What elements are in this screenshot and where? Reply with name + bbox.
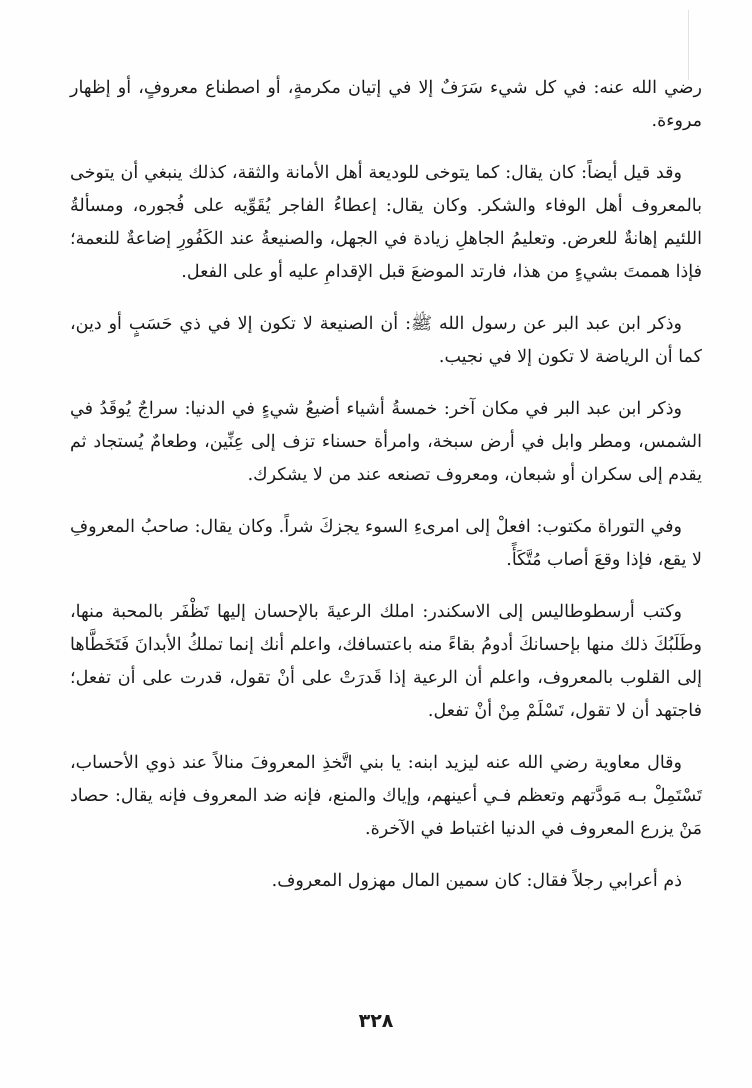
paragraph-6: وكتب أرسطوطاليس إلى الاسكندر: املك الرعيةَ بالإحسان إليها تَظْفَر بالمحبة منها، وطَلَبُكَ ذلك منها بإحسانكَ أدومُ بقاءً منه باعتسافك، واعلم أنك إنما تملكُ الأبدانَ فَتَخَطَّاها إلى القلوب بالمعروف، واعلم أن الرعية إذا قَدرَتْ على أنْ تقول، قدرت على أن تفعل؛ فاجتهد أن لا تقول، تَسْلَمْ مِنْ أنْ تفعل. <box>70 602 702 721</box>
paragraph-8: ذم أعرابي رجلاً فقال: كان سمين المال مهزول المعروف. <box>271 871 682 891</box>
paragraph-1: رضي الله عنه: في كل شيء سَرَفٌ إلا في إتيان مكرمةٍ، أو اصطناع معروفٍ، أو إظهار مروءة. <box>70 78 702 131</box>
paragraph-3: وذكر ابن عبد البر عن رسول الله ﷺ: أن الصنيعة لا تكون إلا في ذي حَسَبٍ أو دين، كما أن الرياضة لا تكون إلا في نجيب. <box>70 314 702 367</box>
paragraph-4: وذكر ابن عبد البر في مكان آخر: خمسةُ أشياء أضيعُ شيءٍ في الدنيا: سراجٌ يُوقَدُ في الشمس، ومطر وابل في أرض سبخة، وامرأة حسناء تزف إلى عِنِّين، وطعامٌ يُستجاد ثم يقدم إلى سكران أو شبعان، ومعروف تصنعه عند من لا يشكرك. <box>70 399 702 485</box>
paragraph-7: وقال معاوية رضي الله عنه ليزيد ابنه: يا بني اتَّخذِ المعروفَ منالاً عند ذوي الأحساب، تَسْتَمِلْ بـه مَودَّتهم وتعظم فـي أعينهم، وإياك والمنع، فإنه ضد المعروف فإنه يقال: حصاد مَنْ يزرع المعروف في الدنيا اغتباط في الآخرة. <box>70 753 702 839</box>
page-edge-line <box>688 10 689 80</box>
paragraph-5: وفي التوراة مكتوب: افعلْ إلى امرىءِ السوء يجزكَ شراً. وكان يقال: صاحبُ المعروفِ لا يقع، فإذا وقعَ أصاب مُتَّكَأً. <box>70 517 702 570</box>
paragraph-2: وقد قيل أيضاً: كان يقال: كما يتوخى للوديعة أهل الأمانة والثقة، كذلك ينبغي أن يتوخى بالمعروف أهل الوفاء والشكر. وكان يقال: إعطاءُ الفاجر يُقَوِّيه على فُجوره، ومسألةُ اللئيم إهانةٌ للعرض. وتعليمُ الجاهلِ زيادة في الجهل، والصنيعةُ عند الكَفُورِ إضاعةٌ للنعمة؛ فإذا هممتَ بشيءٍ من هذا، فارتد الموضعَ قبل الإقدامِ عليه أو على الفعل. <box>70 163 702 282</box>
page-number: ٣٢٨ <box>358 1010 394 1032</box>
body-text <box>70 72 702 917</box>
